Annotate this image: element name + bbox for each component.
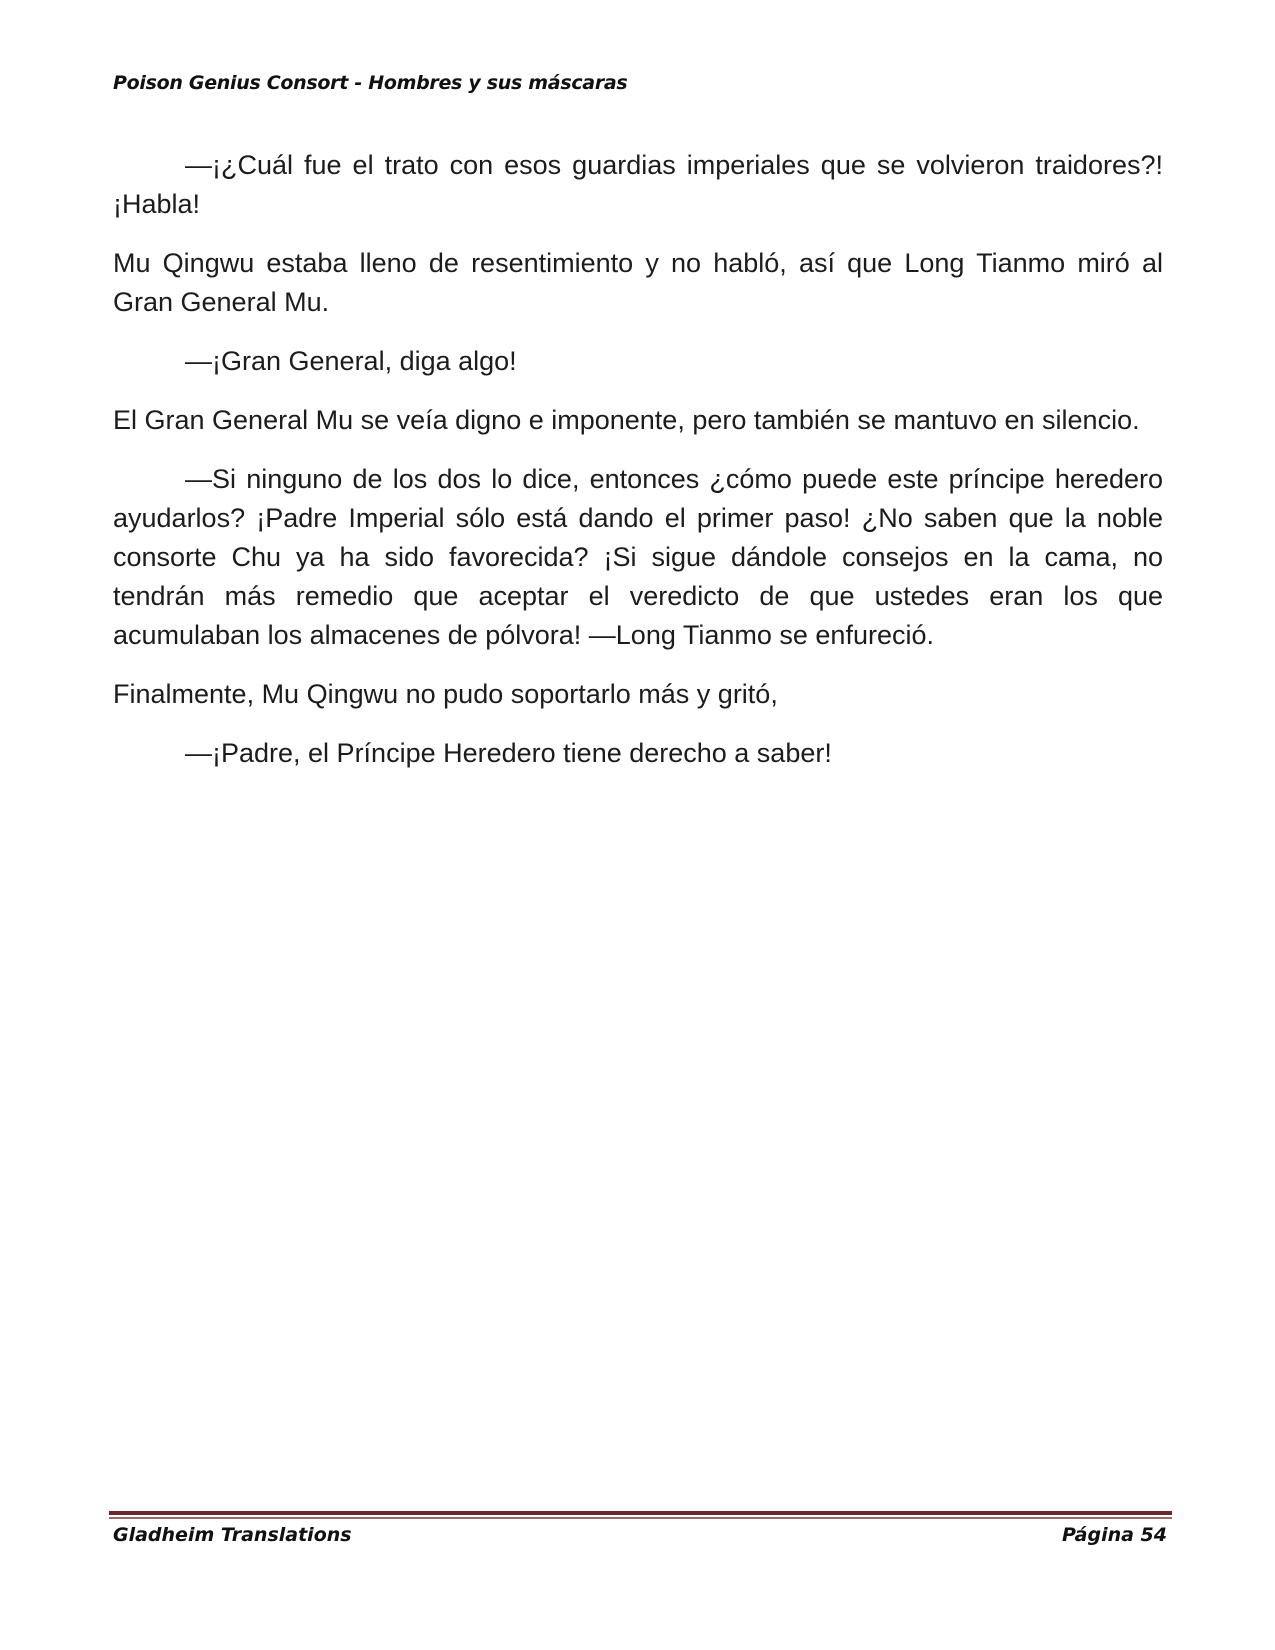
- footer-divider-thin: [109, 1517, 1172, 1519]
- paragraph-narration: Finalmente, Mu Qingwu no pudo soportarlo más y gritó,: [113, 679, 778, 709]
- footer-page-number: Página 54: [1061, 1524, 1167, 1546]
- paragraph-dialogue: —¡¿Cuál fue el trato con esos guardias imperiales que se volvieron traidores?! ¡Habla!: [113, 150, 1163, 219]
- document-body: [113, 146, 1163, 793]
- footer-publisher: Gladheim Translations: [113, 1524, 352, 1546]
- paragraph-narration: Mu Qingwu estaba lleno de resentimiento y no habló, así que Long Tianmo miró al Gran General Mu.: [113, 248, 1163, 317]
- paragraph-dialogue: —Si ninguno de los dos lo dice, entonces ¿cómo puede este príncipe heredero ayudarlos? ¡Padre Imperial sólo está dando el primer paso! ¿No saben que la noble consorte Chu ya ha sido favorecida? ¡Si sigue dándole consejos en la cama, no tendrán más remedio que aceptar el veredicto de que ustedes eran los que acumulaban los almacenes de pólvora! —Long Tianmo se enfureció.: [113, 464, 1163, 650]
- paragraph-narration: El Gran General Mu se veía digno e imponente, pero también se mantuvo en silencio.: [113, 405, 1140, 435]
- page-header-title: Poison Genius Consort - Hombres y sus máscaras: [113, 72, 628, 94]
- footer-divider: [109, 1511, 1172, 1519]
- footer-divider-thick: [109, 1511, 1172, 1515]
- paragraph-dialogue: —¡Padre, el Príncipe Heredero tiene derecho a saber!: [185, 738, 832, 768]
- paragraph-dialogue: —¡Gran General, diga algo!: [185, 346, 517, 376]
